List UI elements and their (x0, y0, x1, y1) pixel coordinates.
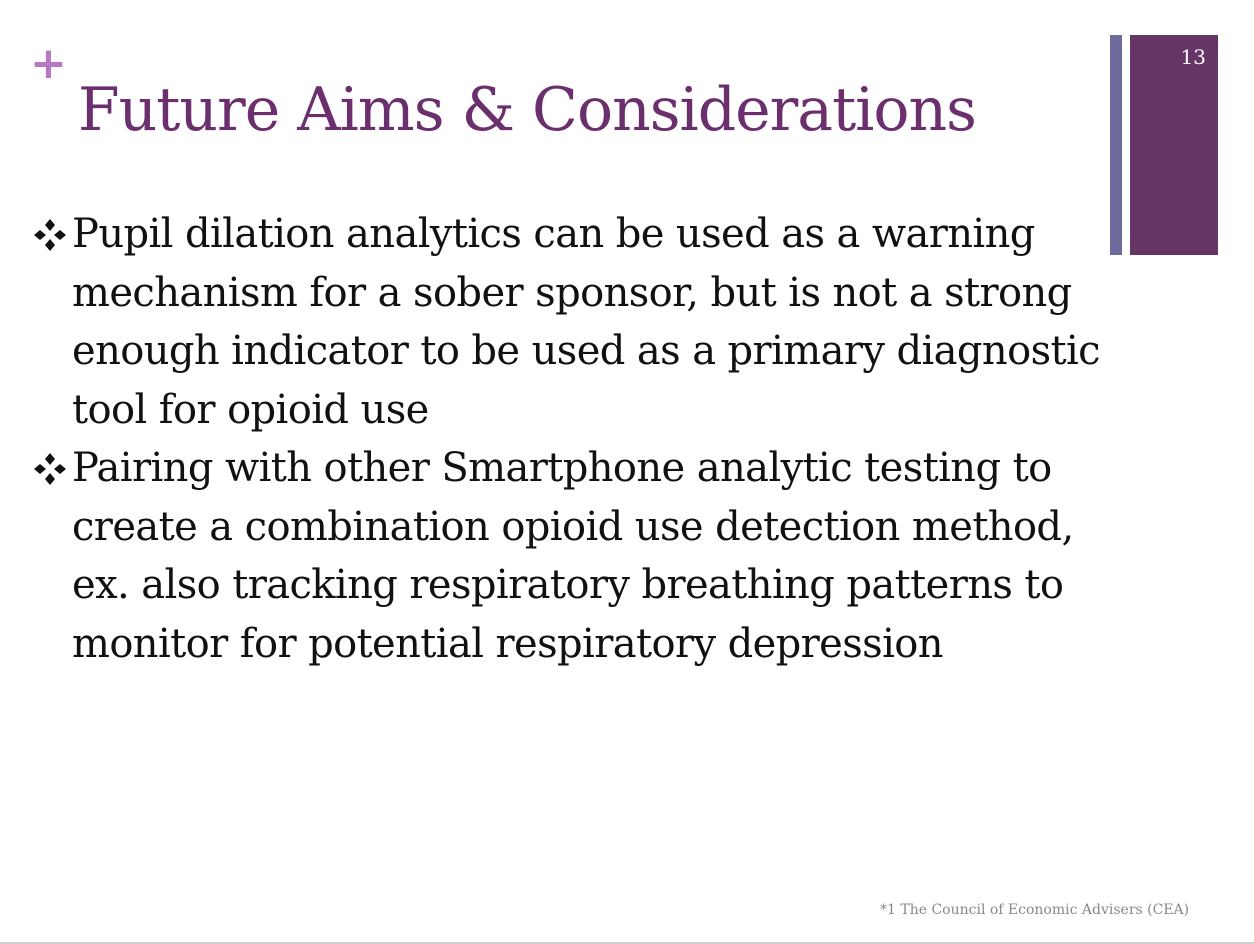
slide-number: 13 (1180, 45, 1206, 69)
four-diamond-icon (32, 217, 68, 253)
bullet-item (32, 439, 1102, 673)
footnote: *1 The Council of Economic Advisers (CEA) (880, 902, 1190, 918)
accent-bar-thin (1110, 35, 1122, 255)
plus-icon: + (30, 38, 67, 89)
bullet-text: Pupil dilation analytics can be used as a warning mechanism for a sober sponsor, but is not a strong enough indicator to be used as a primary diagnostic tool for opioid use (72, 211, 1100, 433)
bullet-list (32, 205, 1102, 673)
bullet-text: Pairing with other Smartphone analytic testing to create a combination opioid use detection method, ex. also tracking respiratory breathing patterns to monitor for potential respiratory depression (72, 445, 1074, 667)
bullet-item (32, 205, 1102, 439)
four-diamond-icon (32, 451, 68, 487)
accent-bar-block (1130, 35, 1218, 255)
slide-title: Future Aims & Considerations (78, 75, 976, 145)
